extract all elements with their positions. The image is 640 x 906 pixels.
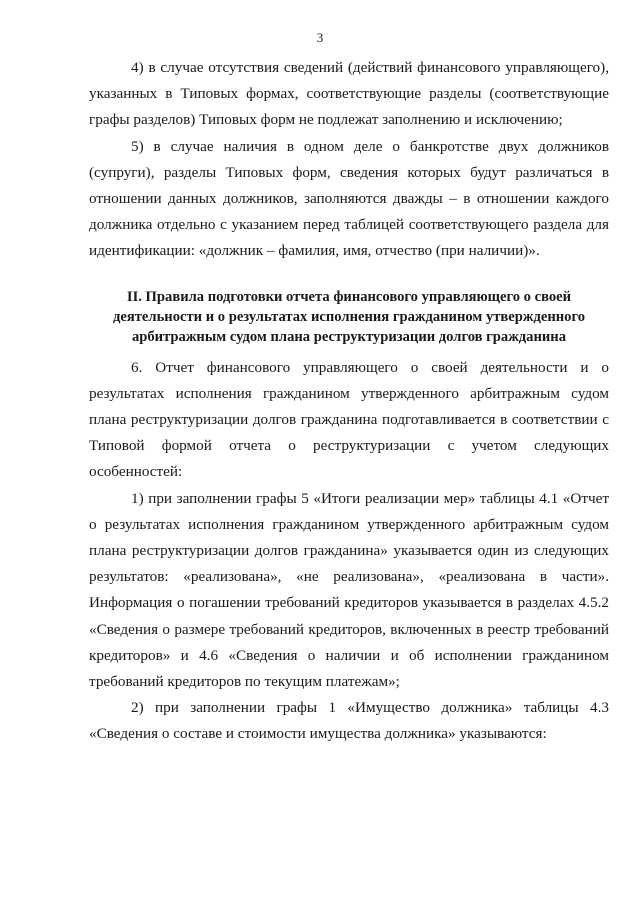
paragraph-subitem-1: 1) при заполнении графы 5 «Итоги реализации мер» таблицы 4.1 «Отчет о результатах исполнения гражданином утвержденного арбитражным судом плана реструктуризации долгов гражданина» указывается один из следующих результатов: «реализована», «не реализована», «реализована в части». Информация о погашении требований кредиторов указывается в разделах 4.5.2 «Сведения о размере требований кредиторов, включенных в реестр требований кредиторов» и 4.6 «Сведения о наличии и об исполнении гражданином требований кредиторов по текущим платежам»; (89, 489, 609, 691)
spacer (89, 265, 609, 287)
page-number: 3 (316, 30, 324, 45)
document-body (89, 55, 609, 748)
paragraph-subitem-2: 2) при заполнении графы 1 «Имущество должника» таблицы 4.3 «Сведения о составе и стоимости имущества должника» указываются: (89, 699, 609, 743)
paragraph-item-4: 4) в случае отсутствия сведений (действий финансового управляющего), указанных в Типовых формах, соответствующие разделы (соответствующие графы разделов) Типовых форм не подлежат заполнению и исключению; (89, 59, 609, 129)
spacer (89, 347, 609, 355)
paragraph-clause-6: 6. Отчет финансового управляющего о своей деятельности и о результатах исполнения гражданином утвержденного арбитражным судом плана реструктуризации долгов гражданина подготавливается в соответствии с Типовой формой отчета о реструктуризации с учетом следующих особенностей: (89, 358, 609, 481)
paragraph-item-5: 5) в случае наличия в одном деле о банкротстве двух должников (супруги), разделы Типовых форм, сведения которых будут различаться в отношении данных должников, заполняются дважды – в отношении каждого должника отдельно с указанием перед таблицей соответствующего раздела для идентификации: «должник – фамилия, имя, отчество (при наличии)». (89, 137, 609, 260)
section-heading: II. Правила подготовки отчета финансового управляющего о своей деятельности и о результатах исполнения гражданином утвержденного арбитражным судом плана реструктуризации долгов гражданина (112, 288, 586, 345)
